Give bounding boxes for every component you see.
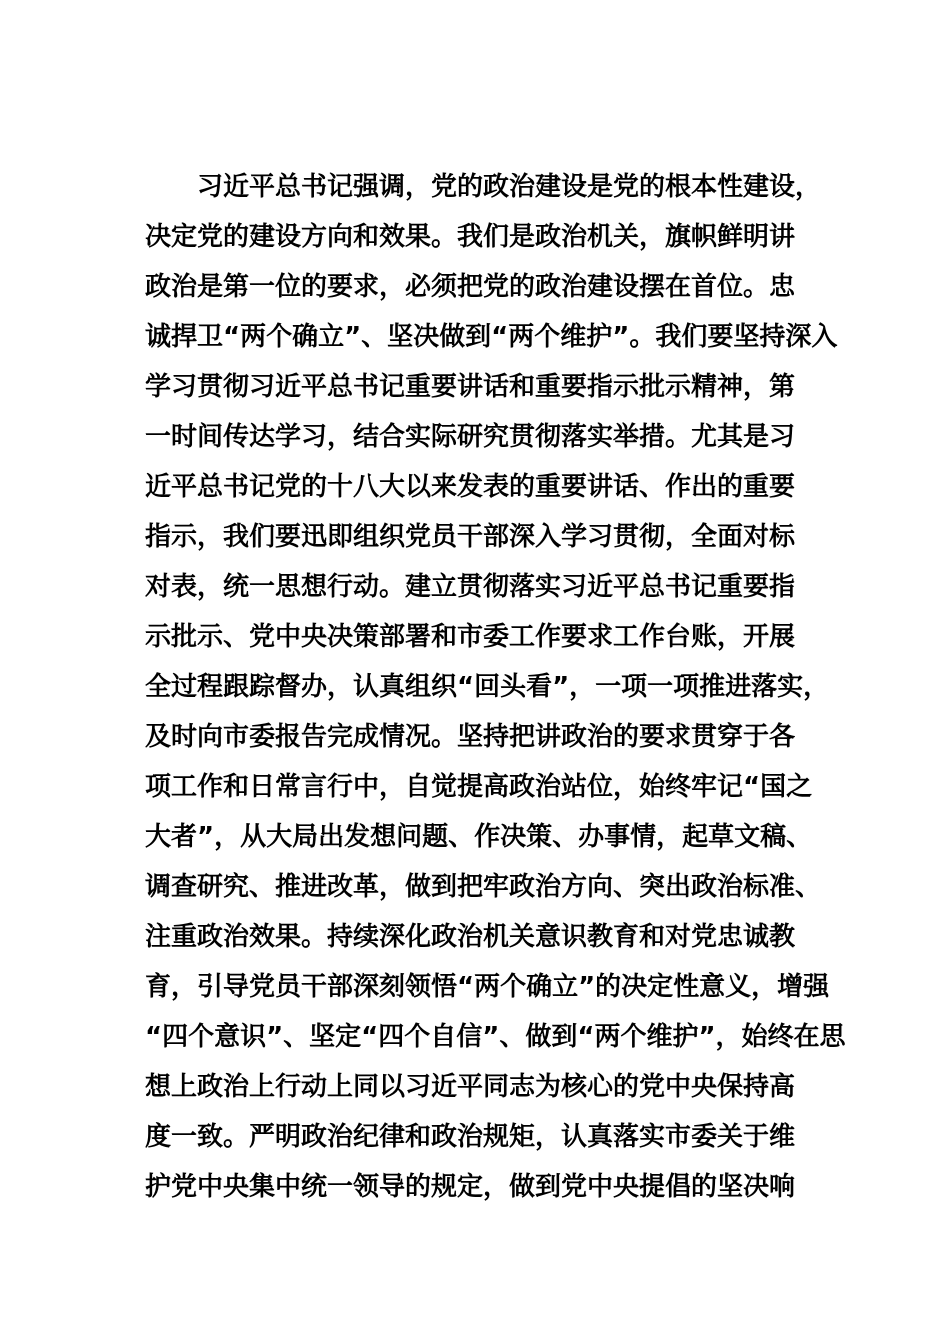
paragraph-line-17: 育，引导党员干部深刻领悟“两个确立”的决定性意义，增强 <box>145 972 830 1002</box>
body-paragraph <box>145 162 846 1212</box>
paragraph-line-6: 一时间传达学习，结合实际研究贯彻落实举措。尤其是习 <box>145 422 796 452</box>
paragraph-line-11: 全过程跟踪督办，认真组织“回头看”，一项一项推进落实， <box>145 672 830 702</box>
paragraph-line-20: 度一致。严明政治纪律和政治规矩，认真落实市委关于维 <box>145 1122 796 1152</box>
paragraph-line-13: 项工作和日常言行中，自觉提高政治站位，始终牢记“国之 <box>145 772 813 802</box>
paragraph-line-9: 对表，统一思想行动。建立贯彻落实习近平总书记重要指 <box>145 572 796 602</box>
paragraph-line-1: 习近平总书记强调，党的政治建设是党的根本性建设， <box>197 172 822 202</box>
paragraph-line-8: 指示，我们要迅即组织党员干部深入学习贯彻，全面对标 <box>145 522 796 552</box>
paragraph-line-15: 调查研究、推进改革，做到把牢政治方向、突出政治标准、 <box>145 872 822 902</box>
paragraph-line-4: 诚捍卫“两个确立”、坚决做到“两个维护”。我们要坚持深入 <box>145 322 838 352</box>
paragraph-line-2: 决定党的建设方向和效果。我们是政治机关，旗帜鲜明讲 <box>145 222 796 252</box>
paragraph-line-18: “四个意识”、坚定“四个自信”、做到“两个维护”，始终在思 <box>145 1022 846 1052</box>
paragraph-line-7: 近平总书记党的十八大以来发表的重要讲话、作出的重要 <box>145 472 796 502</box>
paragraph-line-21: 护党中央集中统一领导的规定，做到党中央提倡的坚决响 <box>145 1172 796 1202</box>
paragraph-line-19: 想上政治上行动上同以习近平同志为核心的党中央保持高 <box>145 1072 796 1102</box>
paragraph-line-5: 学习贯彻习近平总书记重要讲话和重要指示批示精神，第 <box>145 372 796 402</box>
paragraph-line-16: 注重政治效果。持续深化政治机关意识教育和对党忠诚教 <box>145 922 796 952</box>
paragraph-line-14: 大者”，从大局出发想问题、作决策、办事情，起草文稿、 <box>145 822 813 852</box>
paragraph-line-10: 示批示、党中央决策部署和市委工作要求工作台账，开展 <box>145 622 796 652</box>
paragraph-line-3: 政治是第一位的要求，必须把党的政治建设摆在首位。忠 <box>145 272 796 302</box>
paragraph-line-12: 及时向市委报告完成情况。坚持把讲政治的要求贯穿于各 <box>145 722 796 752</box>
